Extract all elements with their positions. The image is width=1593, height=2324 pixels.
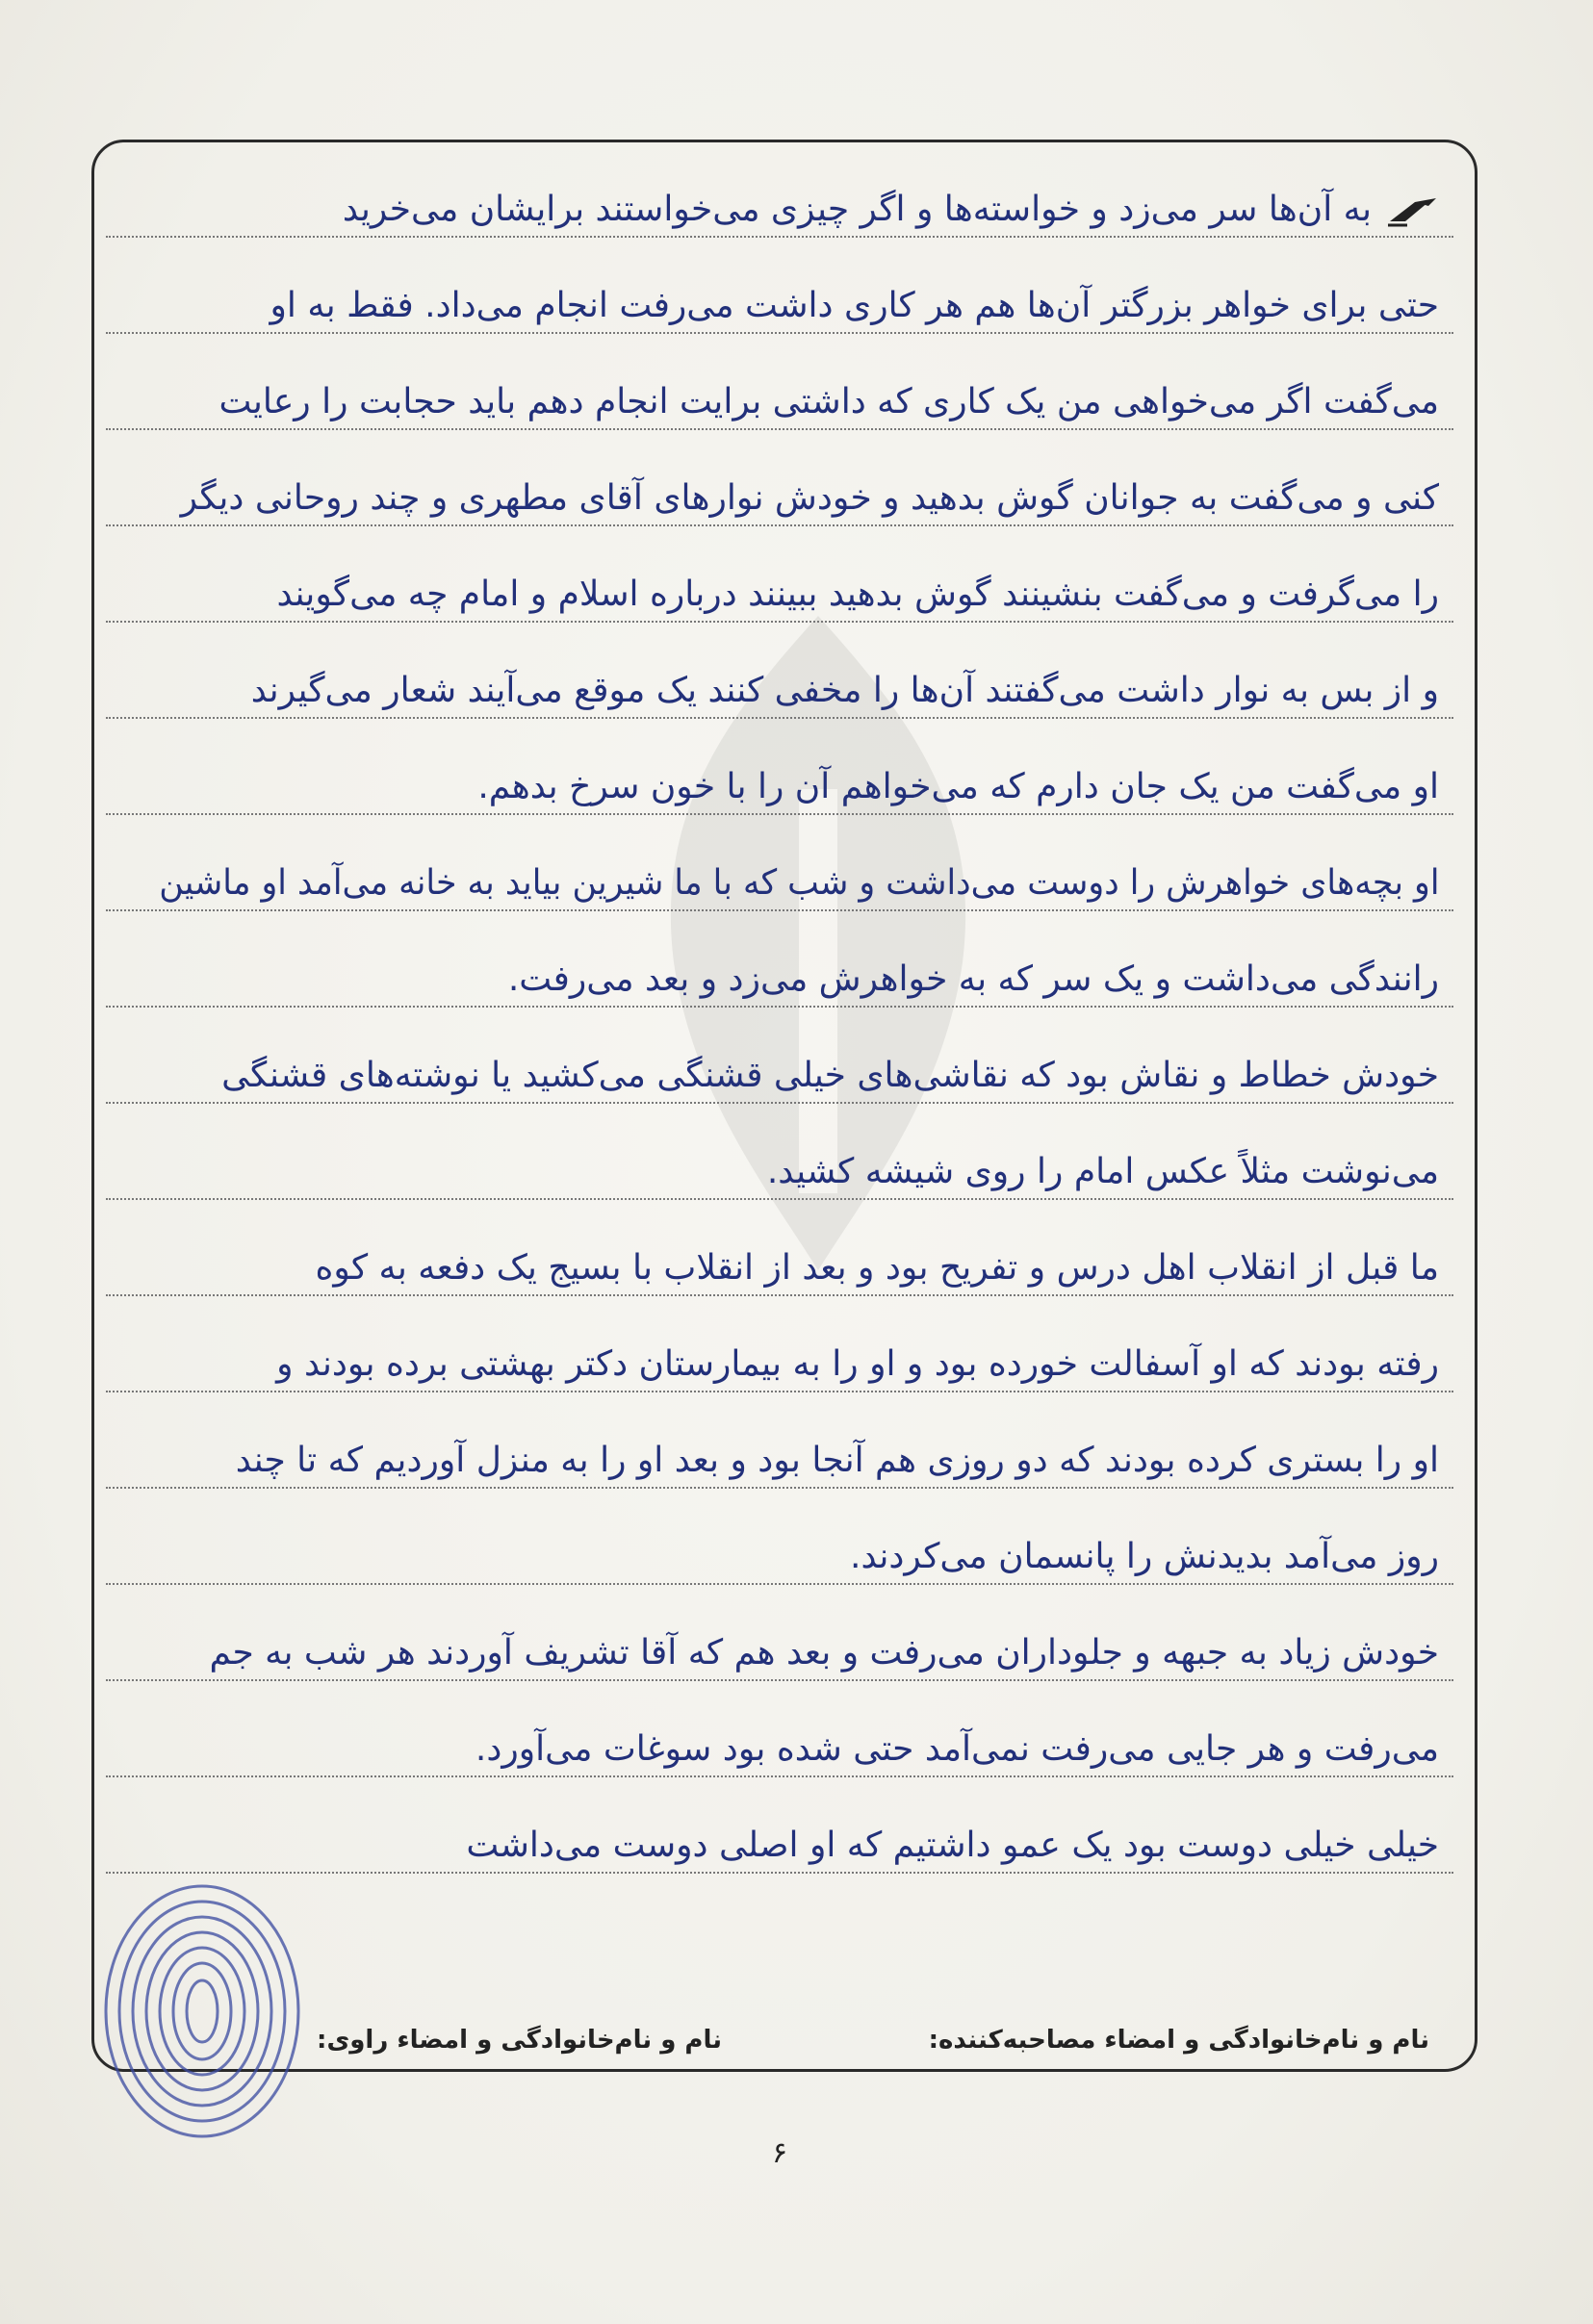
handwritten-line: رفته بودند که او آسفالت خورده بود و او را به بیمارستان دکتر بهشتی برده بودند و <box>276 1344 1439 1384</box>
page-frame <box>91 140 1477 2072</box>
handwritten-line: روز می‌آمد بدیدنش را پانسمان می‌کردند. <box>850 1537 1439 1576</box>
page-number: ۶ <box>771 2136 788 2170</box>
handwritten-line: به آن‌ها سر می‌زد و خواسته‌ها و اگر چیزی می‌خواستند برایشان می‌خرید <box>342 190 1372 229</box>
handwritten-line: او می‌گفت من یک جان دارم که می‌خواهم آن را با خون سرخ بدهم. <box>477 767 1439 806</box>
handwritten-line: خیلی خیلی دوست بود یک عمو داشتیم که او اصلی دوست می‌داشت <box>466 1826 1439 1865</box>
interviewer-signature-label: نام و نام‌خانوادگی و امضاء مصاحبه‌کننده: <box>928 2026 1429 2055</box>
pen-icon <box>1386 192 1444 231</box>
handwritten-line: او را بستری کرده بودند که دو روزی هم آنجا بود و بعد او را به منزل آوردیم که تا چند <box>235 1441 1439 1480</box>
handwritten-line: می‌گفت اگر می‌خواهی من یک کاری که داشتی برایت انجام دهم باید حجابت را رعایت <box>218 382 1439 421</box>
narrator-signature-label: نام و نام‌خانوادگی و امضاء راوی: <box>317 2026 722 2055</box>
handwritten-line: خودش زیاد به جبهه و جلوداران می‌رفت و بعد هم که آقا تشریف آوردند هر شب به جم <box>209 1633 1439 1673</box>
fingerprint-stamp <box>91 1857 313 2146</box>
handwritten-line: کنی و می‌گفت به جوانان گوش بدهید و خودش نوارهای آقای مطهری و چند روحانی دیگر <box>180 478 1439 518</box>
handwritten-line: می‌رفت و هر جایی می‌رفت نمی‌آمد حتی شده بود سوغات می‌آورد. <box>475 1729 1439 1769</box>
handwritten-line: او بچه‌های خواهرش را دوست می‌داشت و شب که با ما شیرین بیاید به خانه می‌آمد او ماشین <box>158 863 1439 903</box>
handwritten-line: را می‌گرفت و می‌گفت بنشینند گوش بدهید ببینند درباره اسلام و امام چه می‌گویند <box>276 575 1439 614</box>
handwritten-line: حتی برای خواهر بزرگتر آن‌ها هم هر کاری داشت می‌رفت انجام می‌داد. فقط به او <box>270 286 1439 325</box>
handwritten-line: خودش خطاط و نقاش بود که نقاشی‌های خیلی قشنگی می‌کشید یا نوشته‌های قشنگی <box>221 1056 1439 1095</box>
handwritten-line: ما قبل از انقلاب اهل درس و تفریح بود و بعد از انقلاب با بسیج یک دفعه به کوه <box>315 1248 1439 1288</box>
handwritten-line: می‌نوشت مثلاً عکس امام را روی شیشه کشید. <box>766 1152 1439 1191</box>
handwritten-line: و از بس به نوار داشت می‌گفتند آن‌ها را مخفی کنند یک موقع می‌آیند شعار می‌گیرند <box>250 671 1439 710</box>
handwritten-line: رانندگی می‌داشت و یک سر که به خواهرش می‌زد و بعد می‌رفت. <box>507 959 1439 999</box>
